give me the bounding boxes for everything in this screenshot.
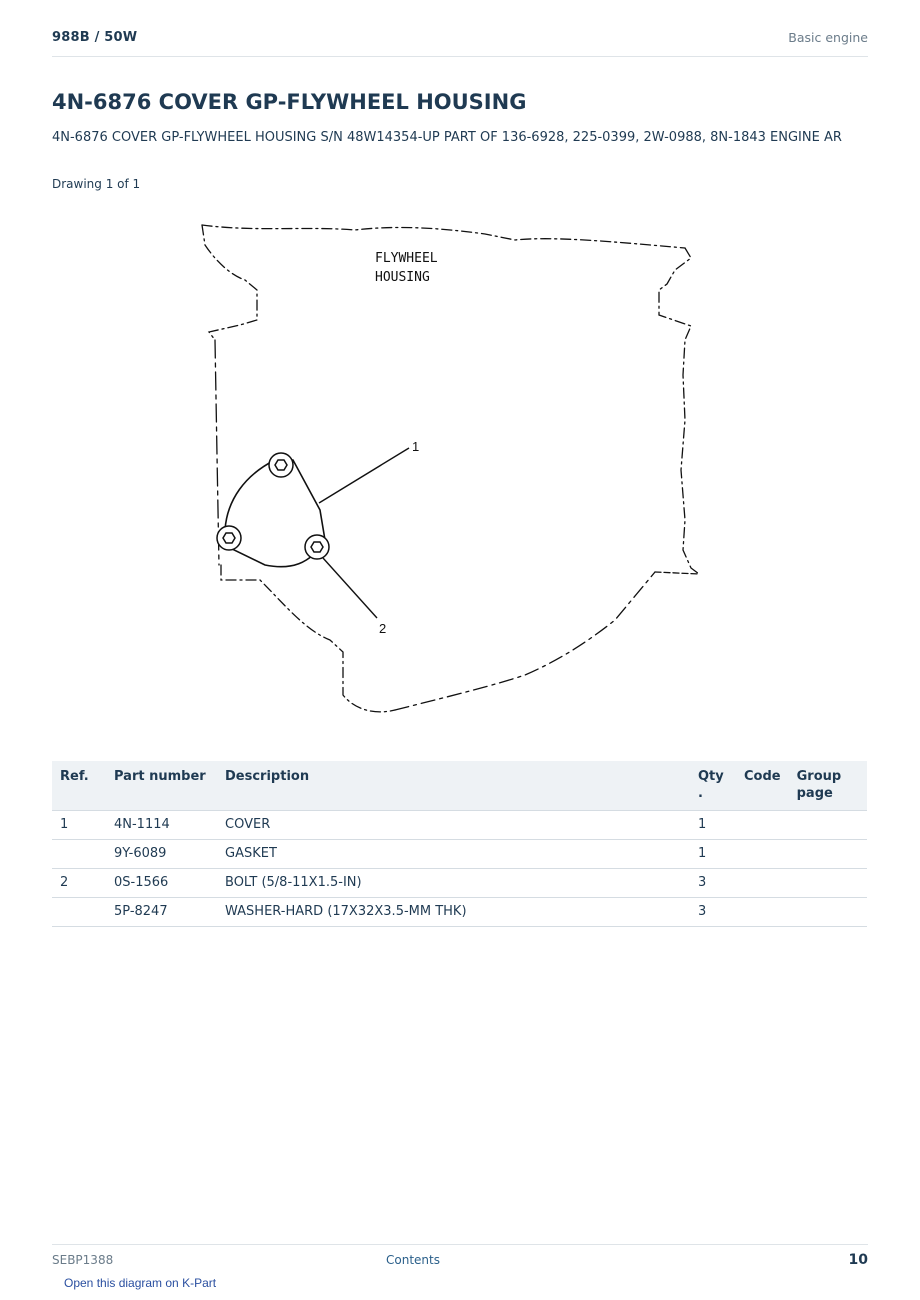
cell-part-number: 9Y-6089 xyxy=(106,840,217,869)
table-header-row xyxy=(52,761,867,811)
col-group-page: Group page xyxy=(789,761,867,811)
page-number: 10 xyxy=(848,1252,868,1268)
document-id: SEBP1388 xyxy=(52,1253,114,1267)
cell-group-page xyxy=(789,840,867,869)
callout-2: 2 xyxy=(379,621,387,636)
col-ref: Ref. xyxy=(52,761,106,811)
cell-description: GASKET xyxy=(217,840,690,869)
cell-code xyxy=(736,898,789,927)
cell-group-page xyxy=(789,898,867,927)
cell-code xyxy=(736,869,789,898)
open-diagram-link[interactable]: Open this diagram on K-Part xyxy=(64,1276,217,1290)
col-code: Code xyxy=(736,761,789,811)
callout-1: 1 xyxy=(412,439,420,454)
model-label: 988B / 50W xyxy=(52,30,138,45)
table-row xyxy=(52,869,867,898)
cell-code xyxy=(736,840,789,869)
drawing-counter: Drawing 1 of 1 xyxy=(52,177,141,191)
parts-diagram xyxy=(195,220,715,720)
cell-ref: 1 xyxy=(52,811,106,840)
cell-group-page xyxy=(789,811,867,840)
col-part-number: Part number xyxy=(106,761,217,811)
cell-ref: 2 xyxy=(52,869,106,898)
group-description: 4N-6876 COVER GP-FLYWHEEL HOUSING S/N 48W14354-UP PART OF 136-6928, 225-0399, 2W-0988, 8N-1843 ENGINE AR xyxy=(52,130,842,145)
footer-divider xyxy=(52,1244,868,1245)
table-row xyxy=(52,811,867,840)
table-row xyxy=(52,840,867,869)
cell-qty: 1 xyxy=(690,840,736,869)
cell-description: BOLT (5/8-11X1.5-IN) xyxy=(217,869,690,898)
page-title: 4N-6876 COVER GP-FLYWHEEL HOUSING xyxy=(52,90,527,114)
cell-code xyxy=(736,811,789,840)
cell-part-number: 4N-1114 xyxy=(106,811,217,840)
table-row xyxy=(52,898,867,927)
cell-description: COVER xyxy=(217,811,690,840)
diagram-label-line1: FLYWHEEL xyxy=(375,251,438,266)
diagram-label-line2: HOUSING xyxy=(375,270,430,285)
cell-qty: 3 xyxy=(690,869,736,898)
cell-ref xyxy=(52,840,106,869)
parts-table xyxy=(52,761,867,927)
cell-ref xyxy=(52,898,106,927)
section-label: Basic engine xyxy=(788,30,868,45)
cell-qty: 3 xyxy=(690,898,736,927)
contents-link[interactable]: Contents xyxy=(386,1253,440,1267)
page-header xyxy=(52,28,868,57)
col-description: Description xyxy=(217,761,690,811)
cell-description: WASHER-HARD (17X32X3.5-MM THK) xyxy=(217,898,690,927)
cell-qty: 1 xyxy=(690,811,736,840)
cell-group-page xyxy=(789,869,867,898)
cell-part-number: 0S-1566 xyxy=(106,869,217,898)
col-qty: Qty . xyxy=(690,761,736,811)
cell-part-number: 5P-8247 xyxy=(106,898,217,927)
